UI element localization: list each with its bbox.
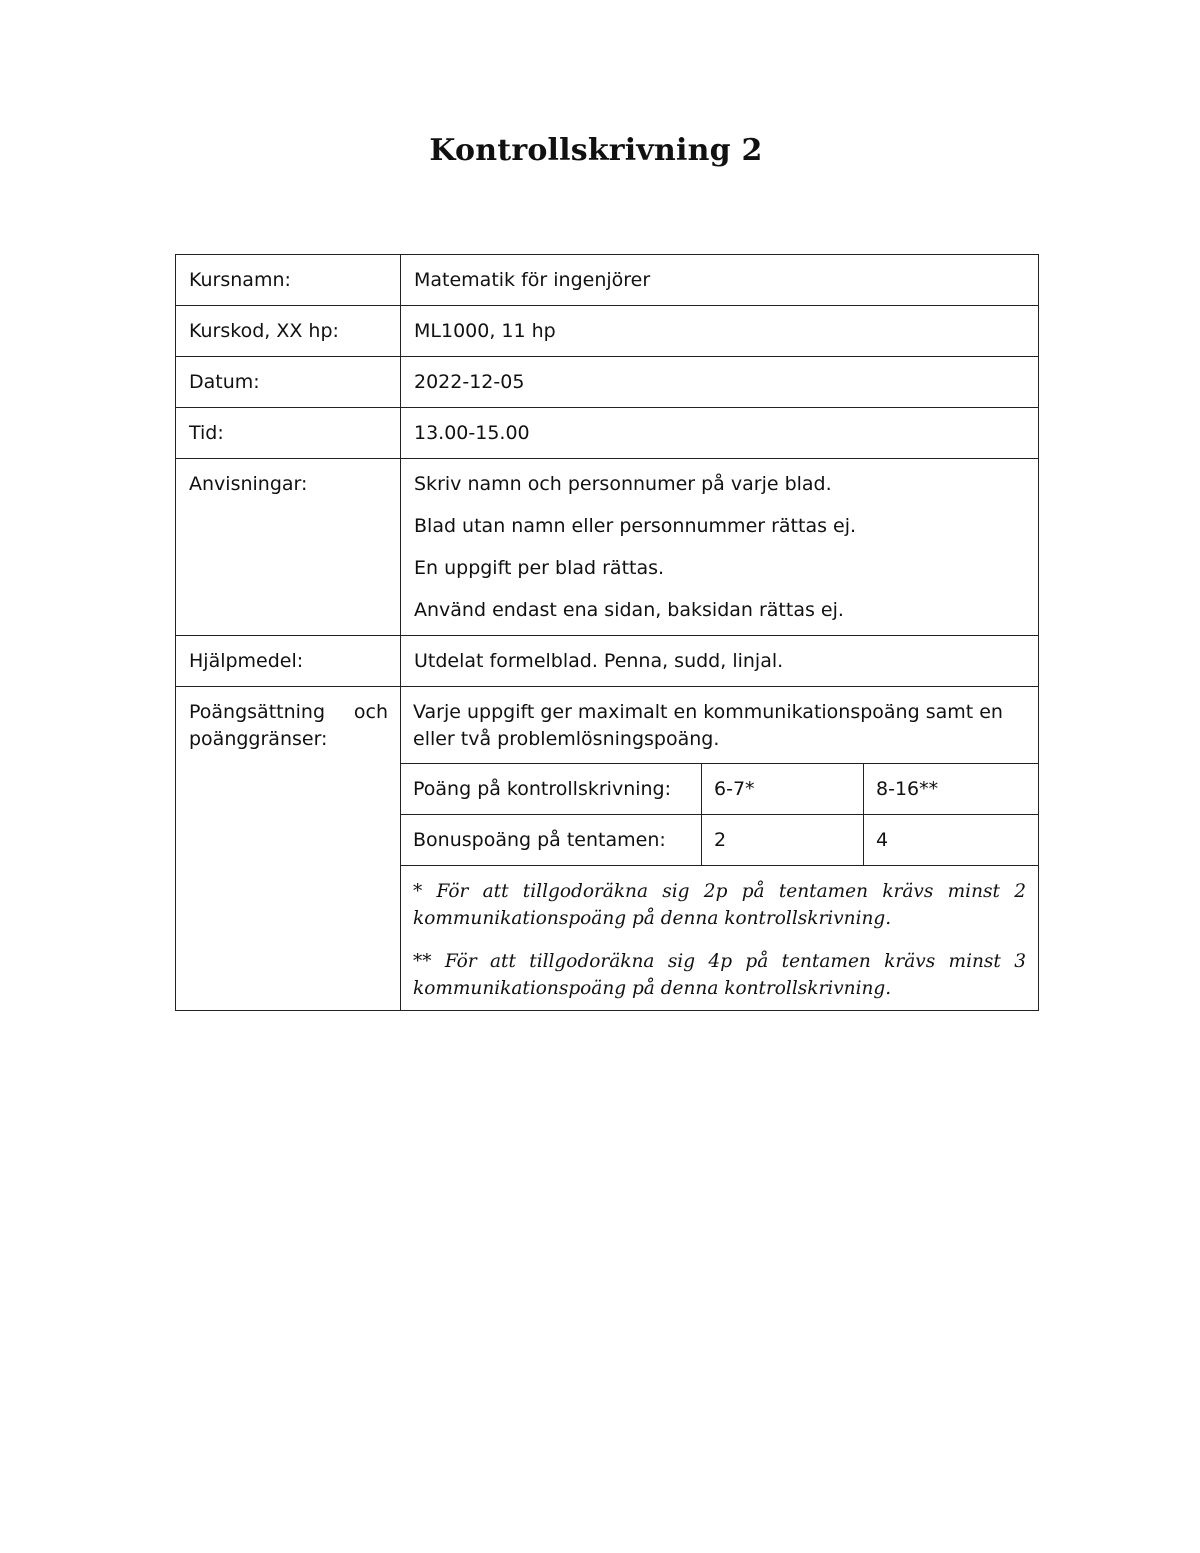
- scoring-intro: Varje uppgift ger maximalt en kommunikationspoäng samt en eller två problemlösningspoäng.: [413, 701, 1003, 750]
- points-table: [401, 763, 1038, 865]
- date-value: 2022-12-05: [401, 357, 1039, 408]
- points-row-label: Bonuspoäng på tentamen:: [401, 815, 702, 866]
- instruction-item: Skriv namn och personnumer på varje blad.: [414, 473, 832, 495]
- course-code-value: ML1000, 11 hp: [401, 306, 1039, 357]
- points-cell: 8-16**: [864, 764, 1039, 815]
- instructions-label: Anvisningar:: [176, 459, 401, 636]
- instructions-list: [401, 459, 1039, 636]
- date-label: Datum:: [176, 357, 401, 408]
- points-row-exam: [401, 764, 1038, 815]
- aids-label: Hjälpmedel:: [176, 636, 401, 687]
- instruction-item: En uppgift per blad rättas.: [414, 557, 665, 579]
- points-cell: 6-7*: [702, 764, 864, 815]
- table-row-instructions: [176, 459, 1039, 636]
- scoring-label: Poängsättning och poänggränser:: [189, 701, 388, 750]
- footnote-item: ** För att tillgodoräkna sig 4p på tentamen krävs minst 3 kommunikationspoäng på denna kontrollskrivning.: [413, 951, 1026, 999]
- table-row-time: [176, 408, 1039, 459]
- points-cell: 4: [864, 815, 1039, 866]
- footnote-item: * För att tillgodoräkna sig 2p på tentamen krävs minst 2 kommunikationspoäng på denna kontrollskrivning.: [413, 881, 1026, 929]
- footnotes: [401, 865, 1038, 1010]
- exam-info-table: [175, 254, 1039, 1011]
- scoring-details: [401, 687, 1039, 1011]
- course-code-label: Kurskod, XX hp:: [176, 306, 401, 357]
- course-name-value: Matematik för ingenjörer: [401, 255, 1039, 306]
- instruction-item: Använd endast ena sidan, baksidan rättas ej.: [414, 599, 844, 621]
- page-title: Kontrollskrivning 2: [429, 133, 763, 168]
- aids-value: Utdelat formelblad. Penna, sudd, linjal.: [401, 636, 1039, 687]
- points-row-label: Poäng på kontrollskrivning:: [401, 764, 702, 815]
- scoring-label-cell: [176, 687, 401, 1011]
- points-row-bonus: [401, 815, 1038, 866]
- time-label: Tid:: [176, 408, 401, 459]
- table-row-course-code: [176, 306, 1039, 357]
- table-row-date: [176, 357, 1039, 408]
- points-cell: 2: [702, 815, 864, 866]
- course-name-label: Kursnamn:: [176, 255, 401, 306]
- table-row-aids: [176, 636, 1039, 687]
- instruction-item: Blad utan namn eller personnummer rättas ej.: [414, 515, 857, 537]
- table-row-course-name: [176, 255, 1039, 306]
- table-row-scoring: [176, 687, 1039, 1011]
- time-value: 13.00-15.00: [401, 408, 1039, 459]
